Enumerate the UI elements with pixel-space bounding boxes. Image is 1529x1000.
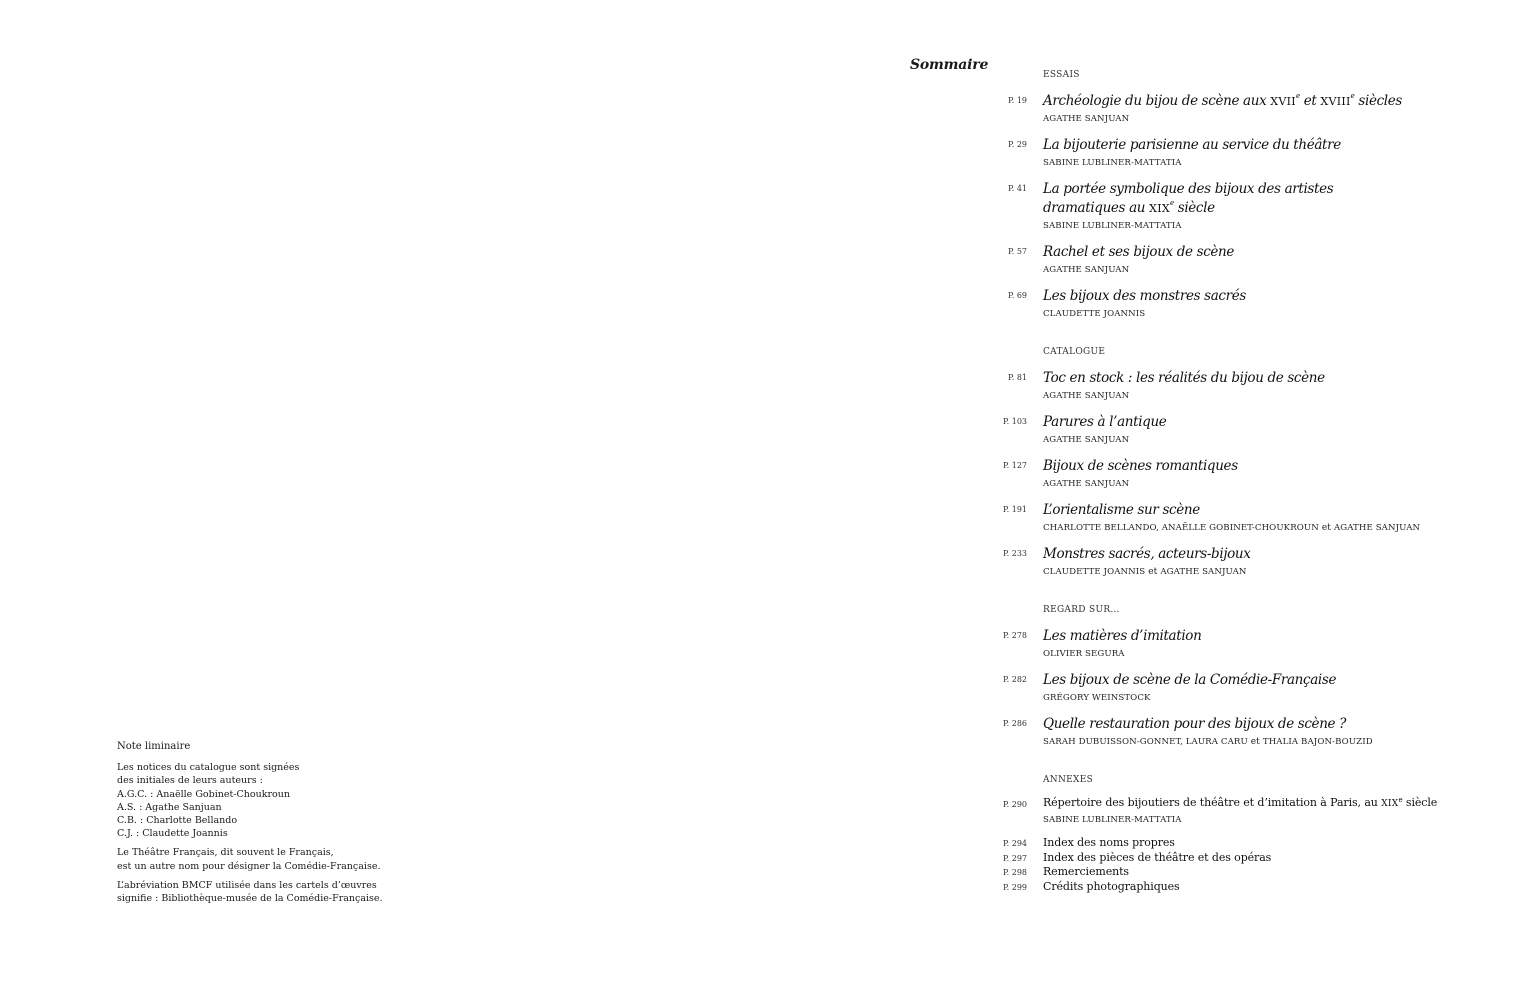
page-number: P. 41 [1007, 184, 1027, 193]
note-line: signifie : Bibliothèque-musée de la Comédie-Française. [117, 893, 383, 905]
page-number: P. 103 [1002, 417, 1027, 426]
toc-entry[interactable] [995, 865, 1465, 880]
entry-title: Index des noms propres [1043, 836, 1175, 849]
page-number: P. 294 [1002, 839, 1027, 848]
entry-author: AGATHE SANJUAN [1043, 114, 1130, 124]
entry-title: Les bijoux de scène de la Comédie-Française [1043, 672, 1337, 688]
section-heading-essais: ESSAIS [1043, 70, 1080, 80]
entry-title: La portée symbolique des bijoux des artistes dramatiques au XIXe siècle [1043, 181, 1334, 216]
entry-author: AGATHE SANJUAN [1043, 391, 1130, 401]
toc-entry[interactable] [995, 851, 1465, 866]
entry-title: Archéologie du bijou de scène aux XVIIe et XVIIIe siècles [1043, 92, 1402, 109]
note-line: des initiales de leurs auteurs : [117, 775, 263, 787]
note-paragraph [117, 879, 437, 905]
entry-author: CLAUDETTE JOANNIS [1043, 309, 1146, 319]
note-line: Les notices du catalogue sont signées [117, 762, 300, 774]
entry-title: Répertoire des bijoutiers de théâtre et d’imitation à Paris, au XIXe siècle [1043, 796, 1438, 809]
toc-entry[interactable] [995, 880, 1465, 895]
entry-title: Les bijoux des monstres sacrés [1043, 288, 1246, 304]
note-line: Le Théâtre Français, dit souvent le Français, [117, 847, 334, 859]
page-number: P. 298 [1002, 868, 1027, 877]
note-line: C.J. : Claudette Joannis [117, 828, 228, 840]
entry-author: CHARLOTTE BELLANDO, ANAËLLE GOBINET-CHOUKROUN et AGATHE SANJUAN [1043, 523, 1421, 533]
entry-title: Bijoux de scènes romantiques [1043, 458, 1238, 474]
page-number: P. 290 [1002, 800, 1027, 809]
entry-title: Remerciements [1043, 865, 1129, 878]
entry-author: SABINE LUBLINER-MATTATIA [1043, 158, 1182, 168]
entry-author: AGATHE SANJUAN [1043, 265, 1130, 275]
page-number: P. 299 [1002, 882, 1027, 892]
page-number: P. 69 [1007, 291, 1027, 300]
entry-author: GRÉGORY WEINSTOCK [1043, 693, 1151, 703]
entry-title: La bijouterie parisienne au service du théâtre [1043, 137, 1341, 153]
page-number: P. 191 [1002, 505, 1027, 514]
entry-title: Index des pièces de théâtre et des opéras [1043, 850, 1272, 864]
toc-entry[interactable] [995, 836, 1465, 851]
section-heading-annexes: ANNEXES [1043, 775, 1094, 785]
entry-author: SARAH DUBUISSON-GONNET, LAURA CARU et THALIA BAJON-BOUZID [1043, 737, 1373, 747]
entry-author: SABINE LUBLINER-MATTATIA [1043, 221, 1182, 231]
note-title: Note liminaire [117, 741, 191, 752]
note-paragraph [117, 846, 437, 872]
page-number: P. 233 [1002, 549, 1027, 558]
note-line: A.G.C. : Anaëlle Gobinet-Choukroun [117, 788, 290, 800]
entry-author: AGATHE SANJUAN [1043, 435, 1130, 445]
entry-title: L’orientalisme sur scène [1043, 502, 1200, 518]
page-number: P. 278 [1002, 631, 1027, 640]
note-paragraph [117, 761, 437, 840]
entry-author: SABINE LUBLINER-MATTATIA [1043, 815, 1182, 825]
entry-title: Rachel et ses bijoux de scène [1043, 244, 1235, 260]
entry-title: Les matières d’imitation [1043, 628, 1202, 644]
entry-title: Parures à l’antique [1043, 414, 1167, 430]
entry-title: Quelle restauration pour des bijoux de scène ? [1043, 716, 1347, 732]
page-title: Sommaire [910, 57, 989, 73]
entry-author: OLIVIER SEGURA [1043, 649, 1125, 659]
section-heading-catalogue: CATALOGUE [1043, 347, 1106, 357]
entry-author: AGATHE SANJUAN [1043, 479, 1130, 489]
page-number: P. 297 [1002, 853, 1027, 863]
note-liminaire [117, 740, 437, 911]
note-line: est un autre nom pour désigner la Comédie-Française. [117, 860, 381, 872]
page-number: P. 127 [1002, 461, 1027, 470]
note-line: C.B. : Charlotte Bellando [117, 815, 238, 827]
page-number: P. 57 [1007, 247, 1027, 256]
page-number: P. 286 [1002, 719, 1027, 728]
note-line: L’abréviation BMCF utilisée dans les cartels d’œuvres [117, 879, 377, 891]
entry-title: Crédits photographiques [1043, 879, 1180, 893]
page-number: P. 29 [1007, 140, 1027, 149]
entry-author: CLAUDETTE JOANNIS et AGATHE SANJUAN [1043, 567, 1247, 577]
section-heading-regard: REGARD SUR… [1043, 605, 1120, 615]
page-number: P. 282 [1002, 675, 1027, 684]
page-number: P. 19 [1007, 96, 1027, 105]
entry-title: Toc en stock : les réalités du bijou de scène [1043, 370, 1325, 386]
entry-title: Monstres sacrés, acteurs-bijoux [1043, 546, 1251, 562]
note-line: A.S. : Agathe Sanjuan [117, 801, 222, 813]
annex-list [995, 836, 1465, 894]
page-number: P. 81 [1007, 373, 1027, 382]
